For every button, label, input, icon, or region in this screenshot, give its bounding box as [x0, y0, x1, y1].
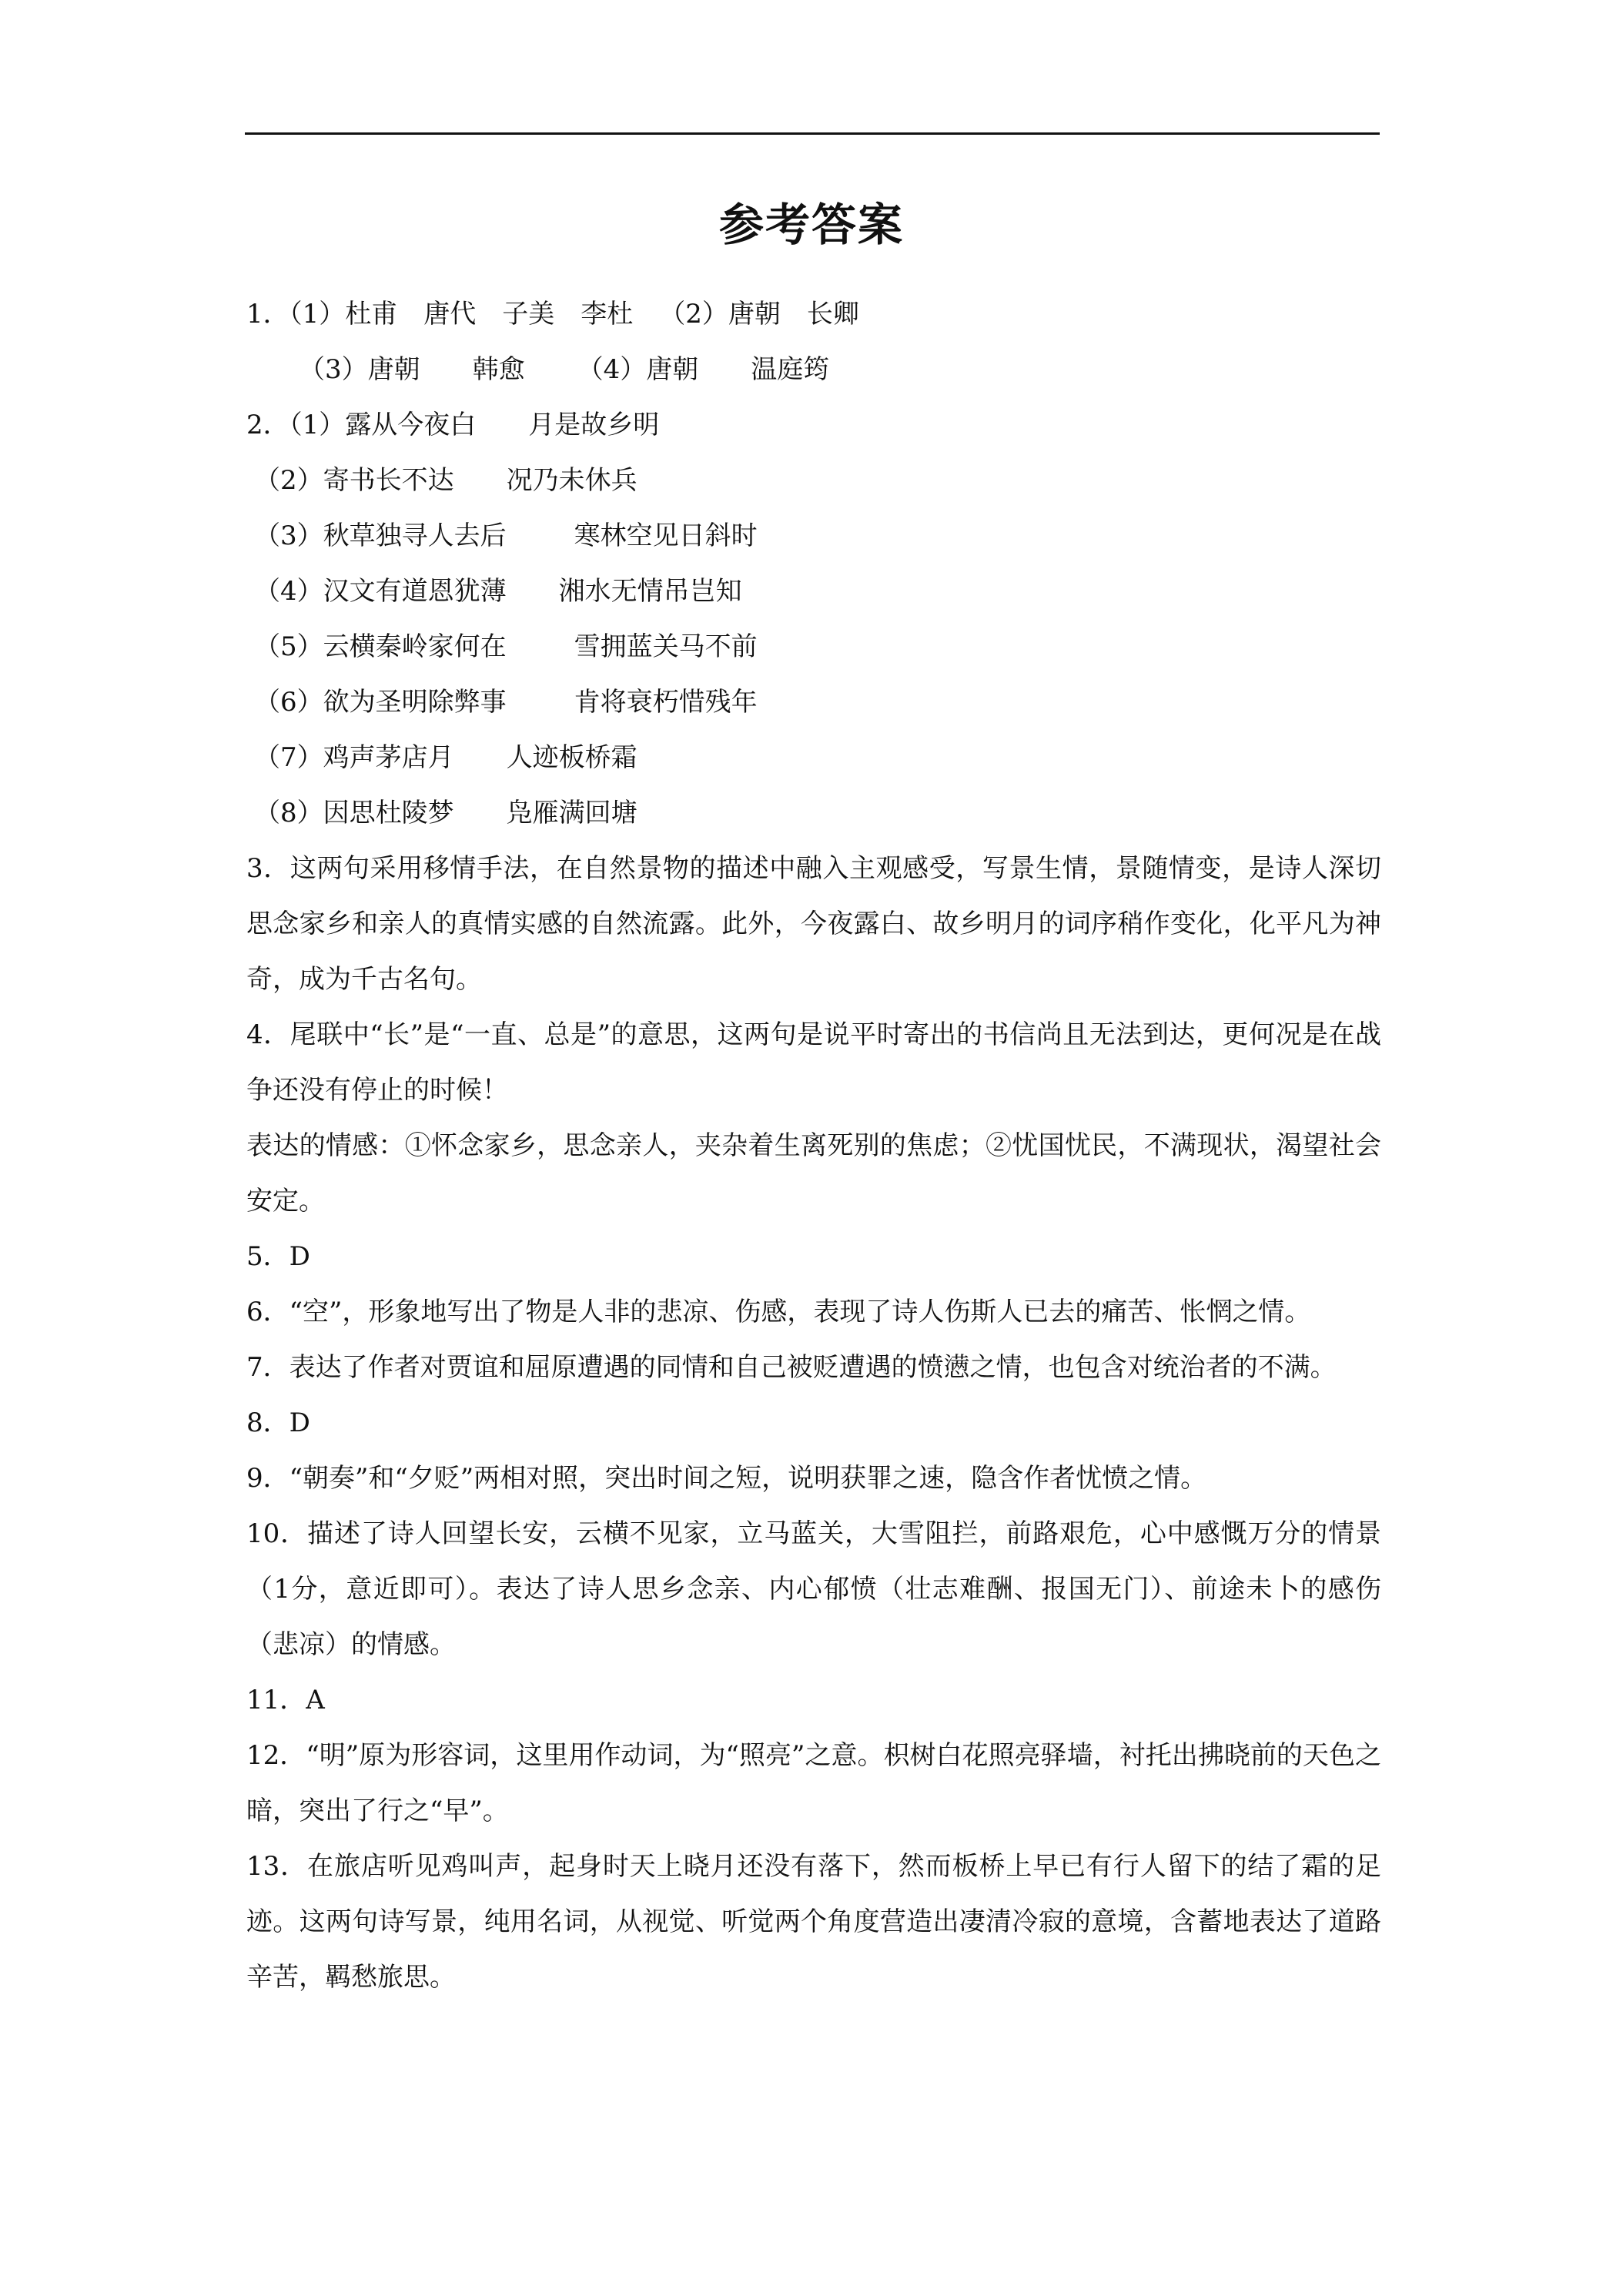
verse-second: 月是故乡明 — [528, 410, 660, 440]
sub-number: （1） — [289, 410, 346, 440]
sub-number: （8） — [254, 798, 323, 828]
answer-12: 12．“明”原为形容词，这里用作动词，为“照亮”之意。枳树白花照亮驿墙，衬托出拂晓前的天色之暗，突出了行之“早”。 — [246, 1740, 1381, 1826]
sub-number: （2） — [254, 465, 323, 496]
verse-second: 人迹板桥霜 — [506, 742, 637, 773]
answer-2-line-5 — [246, 619, 1381, 674]
answer-1-item: 韩愈 — [472, 354, 525, 385]
answer-1-item: 李杜 — [581, 299, 634, 330]
answer-3: 3．这两句采用移情手法，在自然景物的描述中融入主观感受，写景生情，景随情变，是诗人深切思念家乡和亲人的真情实感的自然流露。此外，今夜露白、故乡明月的词序稍作变化，化平凡为神奇，成为千古名句。 — [246, 853, 1381, 995]
answer-2-line-6 — [246, 674, 1381, 730]
answer-content — [246, 286, 1381, 2005]
verse-second: 湘水无情吊岂知 — [558, 576, 742, 607]
verse-first: 秋草独寻人去后 — [323, 520, 507, 551]
answer-1-item: （3）唐朝 — [299, 354, 420, 385]
verse-second: 寒林空见日斜时 — [574, 520, 758, 551]
answer-2-line-1 — [246, 397, 1381, 453]
verse-first: 寄书长不达 — [323, 465, 454, 496]
answer-11: 11．A — [246, 1685, 325, 1715]
answer-4-emotion: 表达的情感：①怀念家乡，思念亲人，夹杂着生离死别的焦虑；②忧国忧民，不满现状，渴望社会安定。 — [246, 1130, 1381, 1217]
answer-1-item: （4）唐朝 — [577, 354, 699, 385]
verse-second: 况乃未休兵 — [506, 465, 637, 496]
answer-2-line-4 — [246, 564, 1381, 619]
answer-1-item: 子美 — [502, 299, 555, 330]
sub-number: （3） — [254, 520, 323, 551]
header-rule — [245, 132, 1380, 135]
answer-2-line-2 — [246, 453, 1381, 508]
answer-1-item: 温庭筠 — [751, 354, 830, 385]
verse-first: 因思杜陵梦 — [323, 798, 454, 828]
verse-first: 欲为圣明除弊事 — [323, 687, 507, 718]
answer-9: 9．“朝奏”和“夕贬”两相对照，突出时间之短，说明获罪之速，隐含作者忧愤之情。 — [246, 1463, 1207, 1494]
answer-1-item: 唐代 — [423, 299, 477, 330]
answer-1-item: 1．（1）杜甫 — [246, 299, 398, 330]
answer-2-line-7 — [246, 730, 1381, 785]
answer-10: 10．描述了诗人回望长安，云横不见家，立马蓝关，大雪阻拦，前路艰危，心中感慨万分的情景（1分，意近即可）。表达了诗人思乡念亲、内心郁愤（壮志难酬、报国无门）、前途未卜的感伤（悲凉）的情感。 — [246, 1518, 1381, 1660]
sub-number: （5） — [254, 631, 323, 662]
verse-first: 云横秦岭家何在 — [323, 631, 507, 662]
answer-1-line-2 — [246, 342, 1381, 397]
sub-number: （7） — [254, 742, 323, 773]
answer-5: 5．D — [246, 1241, 310, 1272]
verse-first: 鸡声茅店月 — [323, 742, 454, 773]
answer-8: 8．D — [246, 1407, 310, 1438]
verse-first: 汉文有道恩犹薄 — [323, 576, 507, 607]
answer-2-line-8 — [246, 785, 1381, 841]
verse-second: 肯将衰朽惜残年 — [574, 687, 758, 718]
page-title: 参考答案 — [718, 199, 904, 251]
verse-second: 凫雁满回塘 — [506, 798, 637, 828]
sub-number: （6） — [254, 687, 323, 718]
answer-1-item: 长卿 — [806, 299, 859, 330]
sub-number: （4） — [254, 576, 323, 607]
answer-2-number: 2． — [246, 410, 289, 440]
verse-first: 露从今夜白 — [345, 410, 477, 440]
verse-second: 雪拥蓝关马不前 — [574, 631, 758, 662]
answer-13: 13．在旅店听见鸡叫声，起身时天上晓月还没有落下，然而板桥上早已有行人留下的结了霜的足迹。这两句诗写景，纯用名词，从视觉、听觉两个角度营造出凄清冷寂的意境，含蓄地表达了道路辛苦，羁愁旅思。 — [246, 1851, 1381, 1993]
answer-1-line-1 — [246, 286, 1381, 342]
answer-6: 6．“空”，形象地写出了物是人非的悲凉、伤感，表现了诗人伤斯人已去的痛苦、怅惘之情。 — [246, 1297, 1311, 1327]
answer-4: 4．尾联中“长”是“一直、总是”的意思，这两句是说平时寄出的书信尚且无法到达，更何况是在战争还没有停止的时候！ — [246, 1019, 1381, 1106]
answer-1-item: （2）唐朝 — [659, 299, 781, 330]
answer-7: 7．表达了作者对贾谊和屈原遭遇的同情和自己被贬遭遇的愤懑之情，也包含对统治者的不满。 — [246, 1352, 1337, 1383]
answer-2-line-3 — [246, 508, 1381, 564]
